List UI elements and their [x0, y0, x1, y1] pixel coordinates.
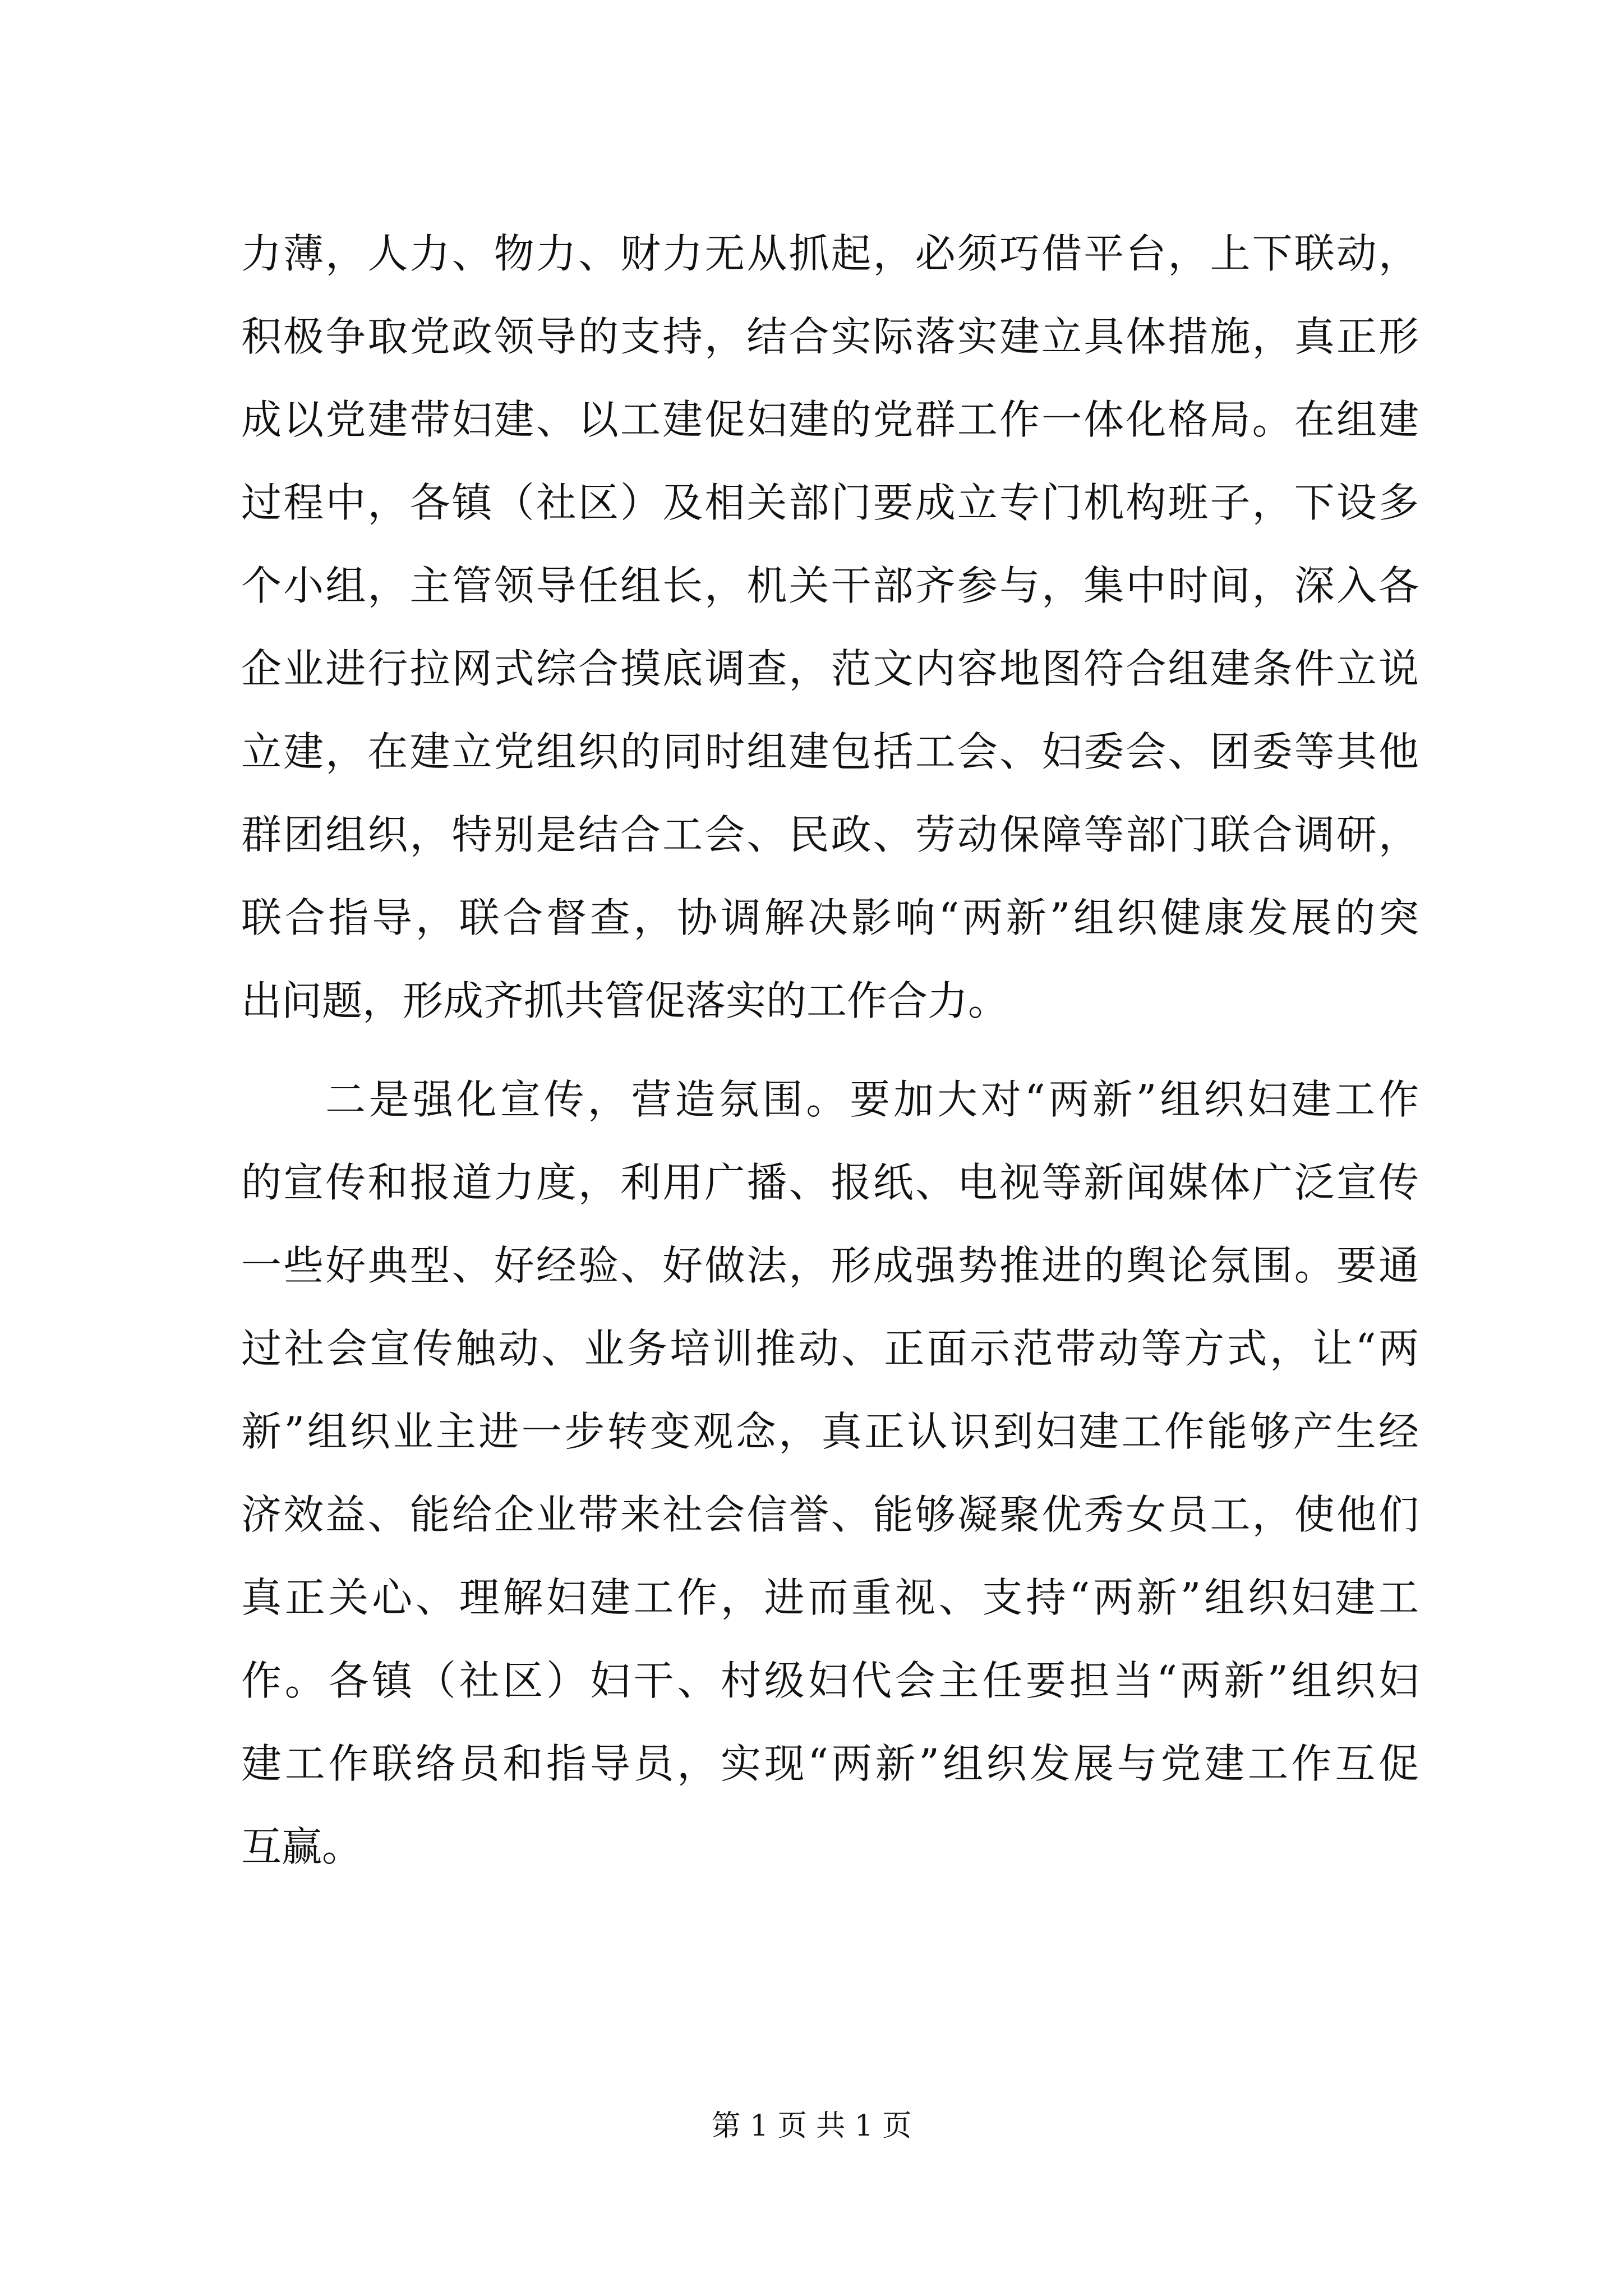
text-line: 二是强化宣传，营造氛围。要加大对“两新”组织妇建工作	[325, 1076, 1419, 1123]
text-line: 联合指导，联合督查，协调解决影响“两新”组织健康发展的突	[241, 894, 1419, 941]
text-line: 作。各镇（社区）妇干、村级妇代会主任要担当“两新”组织妇	[241, 1657, 1419, 1704]
text-line: 个小组，主管领导任组长，机关干部齐参与，集中时间，深入各	[241, 562, 1419, 609]
text-line: 的宣传和报道力度，利用广播、报纸、电视等新闻媒体广泛宣传	[241, 1159, 1419, 1206]
text-line: 济效益、能给企业带来社会信誉、能够凝聚优秀女员工，使他们	[241, 1491, 1419, 1538]
text-line: 过社会宣传触动、业务培训推动、正面示范带动等方式，让“两	[241, 1325, 1419, 1372]
text-line: 出问题，形成齐抓共管促落实的工作合力。	[241, 977, 1009, 1024]
text-line: 过程中，各镇（社区）及相关部门要成立专门机构班子，下设多	[241, 479, 1419, 526]
text-line: 建工作联络员和指导员，实现“两新”组织发展与党建工作互促	[241, 1740, 1419, 1787]
text-line: 真正关心、理解妇建工作，进而重视、支持“两新”组织妇建工	[241, 1574, 1419, 1621]
paragraph-1	[241, 212, 1419, 1042]
text-line: 一些好典型、好经验、好做法，形成强势推进的舆论氛围。要通	[241, 1242, 1419, 1289]
text-line: 力薄，人力、物力、财力无从抓起，必须巧借平台，上下联动，	[241, 230, 1419, 277]
text-line: 企业进行拉网式综合摸底调查，范文内容地图符合组建条件立说	[241, 645, 1419, 692]
paragraph-gap	[241, 1042, 1419, 1058]
page-number-footer: 第 1 页 共 1 页	[711, 2109, 912, 2143]
text-line: 互赢。	[241, 1823, 363, 1870]
paragraph-2	[241, 1058, 1419, 1888]
text-line: 群团组织，特别是结合工会、民政、劳动保障等部门联合调研，	[241, 811, 1419, 858]
text-line: 成以党建带妇建、以工建促妇建的党群工作一体化格局。在组建	[241, 396, 1419, 443]
document-body	[241, 212, 1419, 1888]
text-line: 积极争取党政领导的支持，结合实际落实建立具体措施，真正形	[241, 313, 1419, 360]
text-line: 新”组织业主进一步转变观念，真正认识到妇建工作能够产生经	[241, 1408, 1419, 1455]
text-line: 立建，在建立党组织的同时组建包括工会、妇委会、团委等其他	[241, 728, 1419, 775]
